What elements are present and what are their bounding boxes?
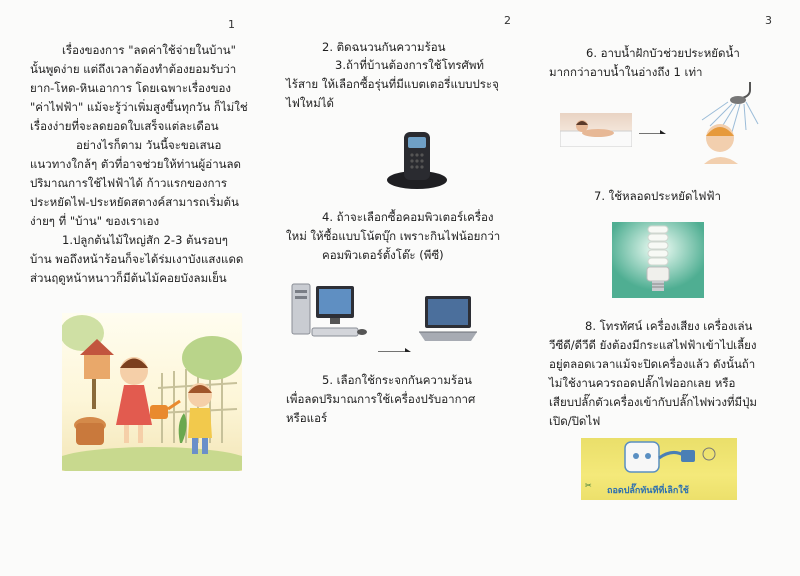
svg-text:✂: ✂ <box>585 481 592 490</box>
col2-item3-line: ไร้สาย ให้เลือกซื้อรุ่นที่มีแบตเตอรี่แบบประจุ <box>286 77 499 91</box>
col2-item5-line: เพื่อลดปริมาณการใช้เครื่องปรับอากาศ <box>286 392 476 406</box>
col3-item6-line: 6. อาบน้ำฝักบัวช่วยประหยัดน้ำ <box>586 46 740 60</box>
desktop-computer-image <box>290 282 370 348</box>
col1-line: ยาก-โหด-หินเอาการ โดยเฉพาะเรื่องของ <box>30 81 232 95</box>
col2-item2-line: 2. ติดฉนวนกันความร้อน <box>322 40 446 54</box>
col1-line: แนวทางใกล้ๆ ตัวที่อาจช่วยให้ท่านผู้อ่านลด <box>30 157 242 171</box>
shower-illustration <box>680 80 776 164</box>
col1-line: ง่ายๆ ที่ "บ้าน" ของเราเอง <box>30 214 160 228</box>
col1-line: ส่วนฤดูหน้าหนาวก็มีต้นไม้คอยบังลมเย็น <box>30 271 227 285</box>
laptop-image <box>417 294 479 344</box>
page-number-3: 3 <box>765 14 772 27</box>
col2-item3-line: ไฟใหม่ได้ <box>286 96 334 110</box>
col3-item8-line: เปิด/ปิดไฟ <box>549 414 601 428</box>
col1-line: ประหยัดไฟ-ประหยัดสตางค์สามารถเริ่มต้น <box>30 195 239 209</box>
col3-item8-line: เสียบปลั๊กตัวเครื่องเข้ากับปลั๊กไฟพ่วงที่มีปุ่ม <box>549 395 757 409</box>
page-number-2: 2 <box>504 14 511 27</box>
col1-line: นั้นพูดง่าย แต่ถึงเวลาต้องทำต้องยอมรับว่า <box>30 62 237 76</box>
children-watering-plants-illustration <box>62 313 242 471</box>
page-number-1: 1 <box>228 18 235 31</box>
col1-line: เรื่องง่ายที่จะลดยอดใบเสร็จแต่ละเดือน <box>30 119 219 133</box>
col1-line: 1.ปลูกต้นไม้ใหญ่สัก 2-3 ต้นรอบๆ <box>62 233 228 247</box>
bathtub-image <box>560 113 632 147</box>
unplug-banner-text: ถอดปลั๊กทันทีที่เลิกใช้ <box>607 486 689 496</box>
col1-line: บ้าน พอถึงหน้าร้อนก็จะได้ร่มเงาบังแสงแดด <box>30 252 244 266</box>
cordless-phone-image <box>384 128 450 190</box>
col2-item4-line: คอมพิวเตอร์ตั้งโต๊ะ (พีซี) <box>322 248 444 262</box>
col1-line: เรื่องของการ "ลดค่าใช้จ่ายในบ้าน" <box>62 43 236 57</box>
cfl-bulb-image <box>612 222 704 298</box>
children-illustration-svg <box>62 313 242 471</box>
col3-item7-title: 7. ใช้หลอดประหยัดไฟฟ้า <box>594 189 722 203</box>
col3-item8-line: ไม่ใช้งานควรถอดปลั๊กไฟออกเลย หรือ <box>549 376 736 390</box>
col2-item5-line: หรือแอร์ <box>286 411 328 425</box>
col1-line: อย่างไรก็ตาม วันนี้จะขอเสนอ <box>76 138 222 152</box>
col2-item4-line: ใหม่ ให้ซื้อแบบโน้ตบุ๊ก เพราะกินไฟน้อยกว่า <box>286 229 501 243</box>
col1-line: ปริมาณการใช้ไฟฟ้าได้ ก้าวแรกของการ <box>30 176 228 190</box>
arrow-icon <box>638 124 666 134</box>
col3-item8-line: อยู่ตลอดเวลาแม้จะปิดเครื่องแล้ว ดังนั้นถ้า <box>549 357 756 371</box>
col3-item6-line: มากกว่าอาบน้ำในอ่างถึง 1 เท่า <box>549 65 703 79</box>
arrow-icon <box>377 342 411 352</box>
unplug-banner-image <box>581 438 737 500</box>
col3-item8-line: วีซีดี/ดีวีดี ยังต้องมีกระแสไฟฟ้าเข้าไปเลี้ยง <box>549 338 757 352</box>
col2-item5-line: 5. เลือกใช้กระจกกันความร้อน <box>322 373 472 387</box>
col2-item3-line: 3.ถ้าที่บ้านต้องการใช้โทรศัพท์ <box>335 58 484 72</box>
col1-line: "ค่าไฟฟ้า" แม้จะรู้ว่าเพิ่มสูงขึ้นทุกวัน ก็ไม่ใช่ <box>30 100 248 114</box>
col2-item4-line: 4. ถ้าจะเลือกซื้อคอมพิวเตอร์เครื่อง <box>322 210 494 224</box>
col3-item8-line: 8. โทรทัศน์ เครื่องเสียง เครื่องเล่น <box>585 319 753 333</box>
